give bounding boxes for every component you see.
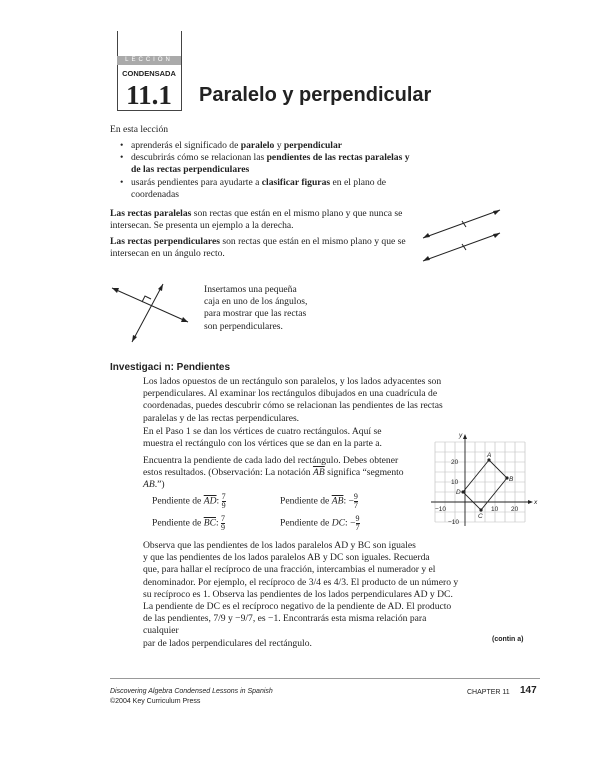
slope-bc: Pendiente de $\overline{BC}$: $\frac{7}{9}$ [152,514,226,532]
tick-label: 10 [451,479,459,486]
point-label: D [456,489,461,496]
x-axis-label: x [534,499,538,506]
tick-label: 10 [491,506,499,513]
tick-label: −10 [448,519,460,526]
continued-note: (contin a) [492,636,524,643]
slope-dc: Pendiente de DC: − $\frac{9}{7}$ [280,514,360,532]
text-line: y que las pendientes de los lados paralelos AB y DC son iguales. Recuerda [143,552,430,564]
parallel-lines-figure [420,206,505,266]
tick-label: −10 [435,506,447,513]
page-title: Paralelo y perpendicular [199,84,432,106]
chapter-label: CHAPTER 11 [467,689,510,696]
investigation-paragraph-2: En el Paso 1 se dan los vértices de cuatro rectángulos. Aquí se muestra el rectángulo con los vértices que se dan en la parte a. [143,426,382,450]
perpendicular-definition: Las rectas perpendiculares son rectas que están en el mismo plano y que se intersecan en un ángulo recto. [110,236,406,260]
list-item: • descubrirás cómo se relacionan las pendientes de las rectas paralelas y de las rectas perpendiculares [118,152,418,176]
tick-label: 20 [451,459,459,466]
point-label: B [509,476,514,483]
section-heading: Investigaci n: Pendientes [110,362,231,373]
book-title: Discovering Algebra Condensed Lessons in Spanish [110,688,273,695]
slope-ad: Pendiente de $\overline{AD}$: $\frac{7}{9}$ [152,492,226,510]
perpendicular-lines-figure [108,280,193,345]
right-angle-note: Insertamos una pequeña caja en uno de los ángulos, para mostrar que las rectas son perpendiculares. [204,284,308,332]
objectives-list [118,140,418,201]
text-line: su recíproco es 1. Observa las pendientes de los lados perpendiculares AD y DC. [143,588,453,600]
text-line: que, para hallar el recíproco de una fracción, intercambias el numerador y el [143,564,436,576]
tab-label: LECCIÓN [117,56,181,65]
text-line: Observa que las pendientes de los lados paralelos AD y BC son iguales [143,540,416,551]
list-item: • aprenderás el significado de paralelo y perpendicular [118,140,418,152]
investigation-paragraph-3: Encuentra la pendiente de cada lado del rectángulo. Debes obtener estos resultados. (Observación: La notación $\overline{AB}$ significa “segmento AB.”) [143,455,404,491]
copyright: ©2004 Key Curriculum Press [110,698,201,705]
y-axis-label: y [459,432,463,439]
footer-rule [110,678,540,679]
text-line: La pendiente de DC es el recíproco negativo de la pendiente de AD. El producto [143,601,452,613]
text-line: de las pendientes, 7/9 y −9/7, es −1. Encontrarás esta misma relación para cualquier [143,613,427,637]
slope-ab: Pendiente de $\overline{AB}$: − $\frac{9}{7}$ [280,492,358,510]
point-label: A [487,452,492,459]
tab-subtitle: CONDENSADA [122,69,176,78]
text-line: par de lados perpendiculares del rectángulo. [143,637,312,649]
intro-lead: En esta lección [110,124,169,135]
page-number: 147 [520,685,537,696]
lesson-number: 11.1 [126,80,172,110]
investigation-paragraph-1: Los lados opuestos de un rectángulo son paralelos, y los lados adyacentes son perpendiculares. Al examinar los rectángulos dibujados en una cuadrícula de coordenadas, puedes descubrir cómo se relacionan las pendientes de las rectas paralelas y de las rectas perpendiculares. [143,376,443,424]
point-label: C [478,513,483,520]
investigation-paragraph-4 [143,540,463,650]
tick-label: 20 [511,506,519,513]
parallel-definition: Las rectas paralelas son rectas que están en el mismo plano y que nunca se intersecan. Se presenta un ejemplo a la derecha. [110,208,403,232]
list-item: • usarás pendientes para ayudarte a clasificar figuras en el plano de coordenadas [118,177,418,201]
text-line: denominador. Por ejemplo, el recíproco de 3/4 es 4/3. El producto de un número y [143,576,459,588]
tab-bottom-rule [117,110,181,111]
coordinate-graph [425,430,540,530]
